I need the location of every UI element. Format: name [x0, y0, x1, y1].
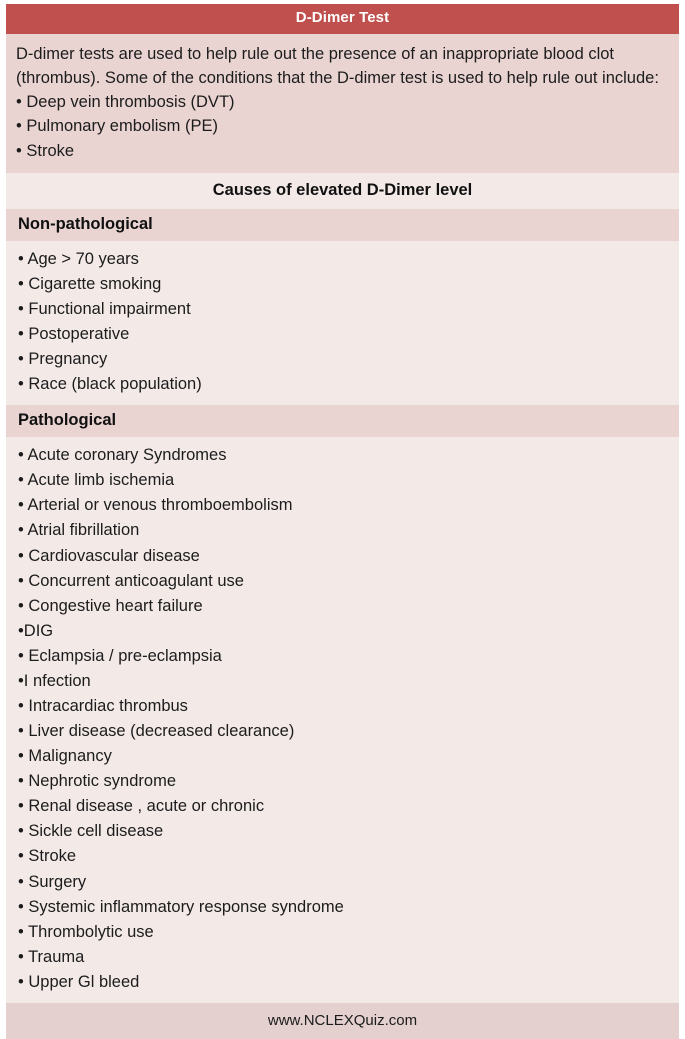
page-title: D-Dimer Test	[6, 4, 679, 34]
non-pathological-list-block	[6, 241, 679, 405]
list-item: • Age > 70 years	[18, 249, 139, 268]
list-item: • Surgery	[18, 872, 87, 891]
section-heading-pathological: Pathological	[6, 405, 679, 437]
list-item: • Liver disease (decreased clearance)	[18, 722, 295, 741]
list-item: • Concurrent anticoagulant use	[18, 571, 244, 590]
list-item: • Eclampsia / pre-eclampsia	[18, 646, 222, 665]
section-heading-non-pathological: Non-pathological	[6, 209, 679, 241]
list-item: • Trauma	[18, 947, 85, 966]
pathological-list-block	[6, 437, 679, 1003]
list-item: • Stroke	[18, 847, 77, 866]
list-item: • Nephrotic syndrome	[18, 772, 177, 791]
list-item: • Congestive heart failure	[18, 596, 203, 615]
list-item: • Race (black population)	[18, 375, 202, 394]
list-item: • Cardiovascular disease	[18, 546, 200, 565]
list-item: •I nfection	[18, 671, 91, 690]
pathological-list	[18, 443, 679, 995]
list-item: • Pulmonary embolism (PE)	[16, 117, 218, 136]
intro-paragraph: D-dimer tests are used to help rule out the presence of an inappropriate blood clot (thrombus). Some of the conditions that the D-dimer test is used to help rule out include:	[16, 44, 659, 87]
list-item: • Postoperative	[18, 324, 130, 343]
list-item: •DIG	[18, 621, 54, 640]
list-item: • Upper Gl bleed	[18, 972, 140, 991]
list-item: • Arterial or venous thromboembolism	[18, 496, 293, 515]
list-item: • Deep vein thrombosis (DVT)	[16, 93, 235, 111]
list-item: • Sickle cell disease	[18, 822, 164, 841]
intro-list	[16, 90, 669, 163]
list-item: • Systemic inflammatory response syndrome	[18, 897, 344, 916]
list-item: • Renal disease , acute or chronic	[18, 797, 265, 816]
footer-url[interactable]: www.NCLEXQuiz.com	[6, 1003, 679, 1039]
list-item: • Cigarette smoking	[18, 274, 162, 293]
intro-block	[6, 34, 679, 173]
non-pathological-list	[18, 247, 679, 397]
causes-heading: Causes of elevated D-Dimer level	[6, 173, 679, 209]
list-item: • Thrombolytic use	[18, 922, 154, 941]
list-item: • Acute limb ischemia	[18, 471, 175, 490]
list-item: • Stroke	[16, 141, 75, 160]
list-item: • Pregnancy	[18, 350, 108, 369]
list-item: • Intracardiac thrombus	[18, 697, 188, 715]
list-item: • Malignancy	[18, 747, 112, 766]
list-item: • Acute coronary Syndromes	[18, 446, 227, 465]
list-item: • Functional impairment	[18, 299, 191, 318]
list-item: • Atrial fibrillation	[18, 521, 140, 540]
